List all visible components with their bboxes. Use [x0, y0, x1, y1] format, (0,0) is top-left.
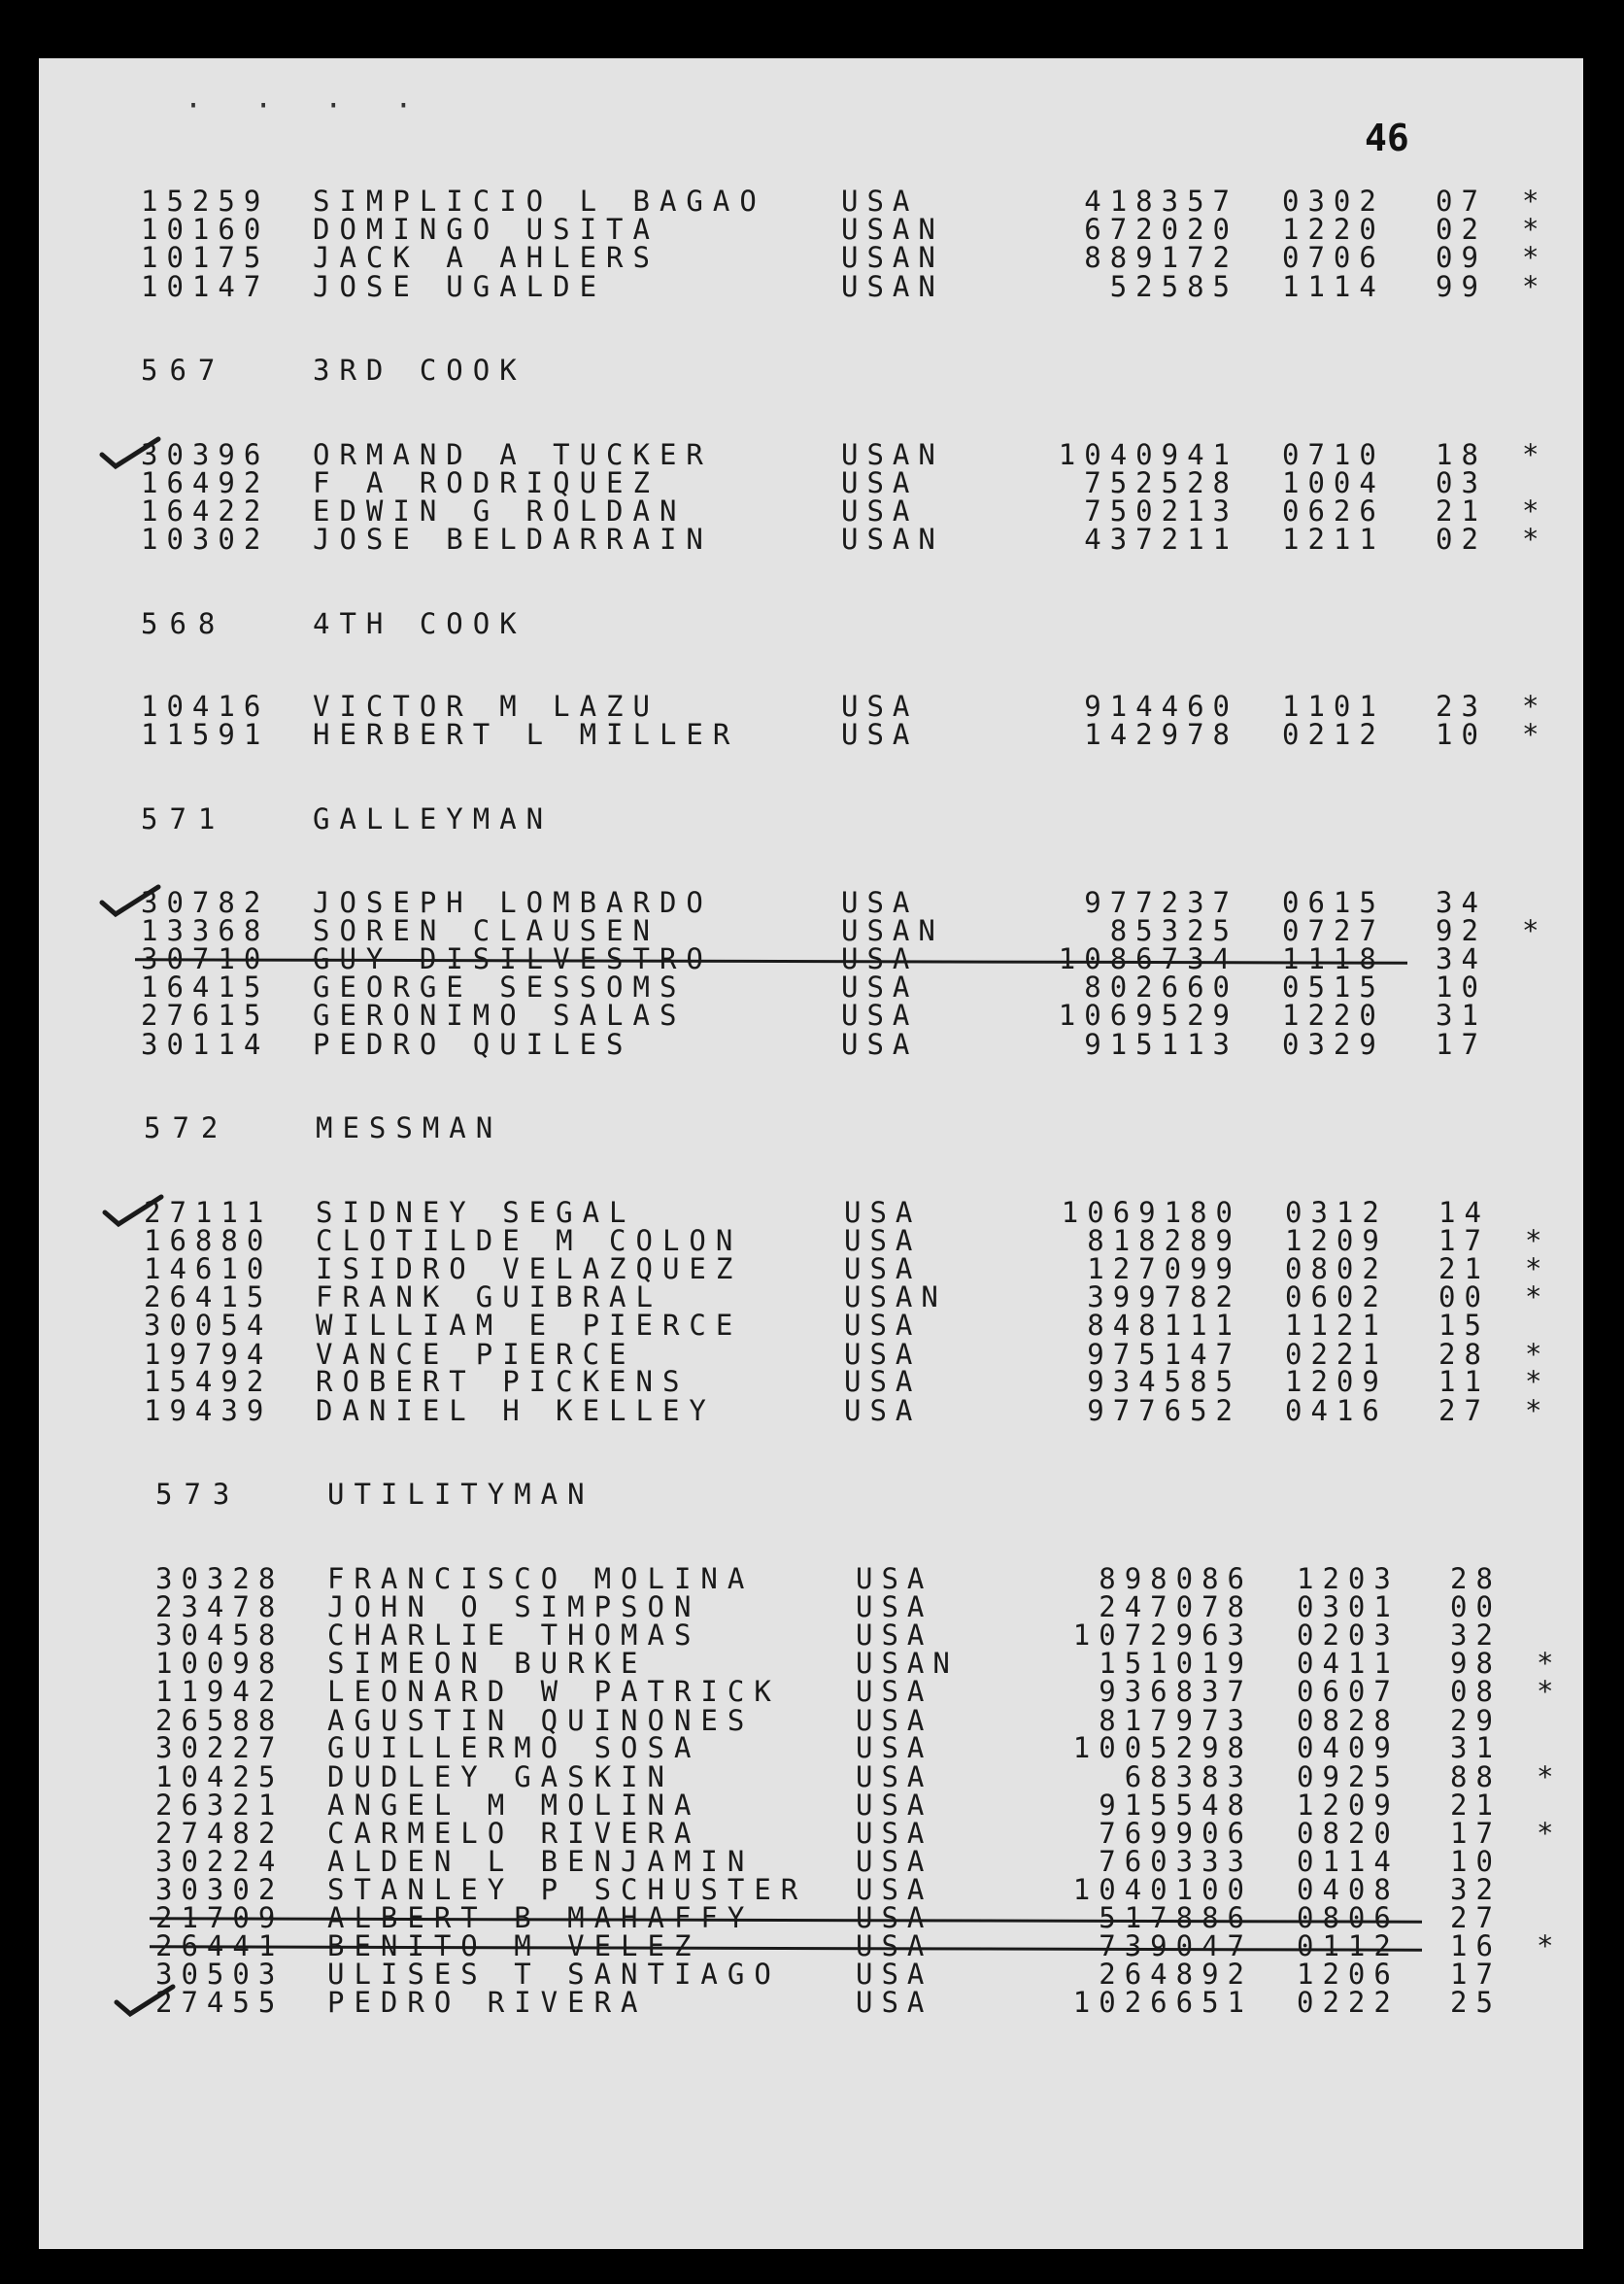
- nationality: USAN: [856, 1647, 959, 1680]
- crew-id: 16492: [141, 466, 270, 499]
- crew-name: ANGEL M MOLINA: [327, 1789, 701, 1822]
- document-number: 936837: [1099, 1675, 1253, 1708]
- nationality: USA: [844, 1309, 922, 1342]
- document-number: 915113: [1084, 1028, 1238, 1061]
- document-number: 1005298: [1072, 1731, 1253, 1764]
- crew-id: 30710: [141, 942, 270, 975]
- document-number: 769906: [1099, 1817, 1253, 1850]
- crew-id: 30054: [144, 1309, 273, 1342]
- asterisk-mark: *: [1537, 1760, 1563, 1793]
- status-code: 34: [1436, 942, 1487, 975]
- date-code: 1101: [1282, 690, 1385, 723]
- crew-id: 26441: [155, 1929, 285, 1962]
- document-number: 264892: [1099, 1958, 1253, 1991]
- crew-id: 30782: [141, 886, 270, 919]
- nationality: USA: [856, 1986, 933, 2019]
- nationality: USA: [856, 1731, 933, 1764]
- status-code: 15: [1438, 1309, 1490, 1342]
- crew-name: CARMELO RIVERA: [327, 1817, 701, 1850]
- section-title: UTILITYMAN: [327, 1478, 594, 1511]
- crew-id: 21709: [155, 1901, 285, 1934]
- status-code: 08: [1450, 1675, 1502, 1708]
- crew-name: JOSE BELDARRAIN: [313, 523, 713, 556]
- nationality: USA: [856, 1619, 933, 1652]
- date-code: 1114: [1282, 270, 1385, 303]
- status-code: 17: [1438, 1224, 1490, 1257]
- crew-id: 16422: [141, 494, 270, 528]
- crew-name: VICTOR M LAZU: [313, 690, 660, 723]
- nationality: USA: [856, 1760, 933, 1793]
- status-code: 92: [1436, 914, 1487, 947]
- crew-id: 30227: [155, 1731, 285, 1764]
- nationality: USA: [841, 971, 919, 1004]
- status-code: 98: [1450, 1647, 1502, 1680]
- crew-id: 30328: [155, 1562, 285, 1595]
- status-code: 27: [1438, 1394, 1490, 1427]
- crew-id: 26415: [144, 1280, 273, 1313]
- crew-name: ISIDRO VELAZQUEZ: [316, 1252, 743, 1285]
- nationality: USA: [844, 1394, 922, 1427]
- date-code: 0607: [1297, 1675, 1400, 1708]
- status-code: 11: [1438, 1365, 1490, 1398]
- document-number: 418357: [1084, 185, 1238, 218]
- document-number: 760333: [1099, 1845, 1253, 1878]
- crew-id: 27111: [144, 1196, 273, 1229]
- asterisk-mark: *: [1537, 1929, 1563, 1962]
- document-number: 68383: [1124, 1760, 1253, 1793]
- document-number: 752528: [1084, 466, 1238, 499]
- document-number: 52585: [1109, 270, 1238, 303]
- document-number: 739047: [1099, 1929, 1253, 1962]
- crew-id: 15492: [144, 1365, 273, 1398]
- crew-name: JOHN O SIMPSON: [327, 1590, 701, 1623]
- status-code: 99: [1436, 270, 1487, 303]
- document-number: 1040941: [1058, 438, 1238, 471]
- nationality: USAN: [841, 241, 944, 274]
- date-code: 0615: [1282, 886, 1385, 919]
- asterisk-mark: *: [1522, 690, 1548, 723]
- asterisk-mark: *: [1525, 1224, 1551, 1257]
- status-code: 17: [1450, 1817, 1502, 1850]
- date-code: 0302: [1282, 185, 1385, 218]
- date-code: 0806: [1297, 1901, 1400, 1934]
- date-code: 1203: [1297, 1562, 1400, 1595]
- nationality: USA: [856, 1704, 933, 1737]
- nationality: USAN: [841, 523, 944, 556]
- asterisk-mark: *: [1522, 185, 1548, 218]
- date-code: 0221: [1285, 1338, 1388, 1371]
- date-code: 0706: [1282, 241, 1385, 274]
- nationality: USA: [844, 1338, 922, 1371]
- document-number: 399782: [1087, 1280, 1241, 1313]
- nationality: USA: [844, 1224, 922, 1257]
- date-code: 0408: [1297, 1873, 1400, 1906]
- status-code: 10: [1436, 718, 1487, 751]
- nationality: USA: [844, 1252, 922, 1285]
- nationality: USAN: [841, 270, 944, 303]
- crew-id: 10416: [141, 690, 270, 723]
- nationality: USA: [856, 1901, 933, 1934]
- date-code: 1004: [1282, 466, 1385, 499]
- section-code: 568: [141, 607, 227, 640]
- status-code: 14: [1438, 1196, 1490, 1229]
- status-code: 25: [1450, 1986, 1502, 2019]
- date-code: 1209: [1297, 1789, 1400, 1822]
- crew-id: 30503: [155, 1958, 285, 1991]
- crew-id: 27455: [155, 1986, 285, 2019]
- date-code: 1209: [1285, 1224, 1388, 1257]
- asterisk-mark: *: [1525, 1365, 1551, 1398]
- document-number: 977237: [1084, 886, 1238, 919]
- date-code: 0329: [1282, 1028, 1385, 1061]
- date-code: 0301: [1297, 1590, 1400, 1623]
- crew-name: ROBERT PICKENS: [316, 1365, 690, 1398]
- date-code: 1206: [1297, 1958, 1400, 1991]
- section-title: 3RD COOK: [313, 354, 526, 387]
- document-number: 1040100: [1072, 1873, 1253, 1906]
- status-code: 31: [1436, 999, 1487, 1032]
- section-title: 4TH COOK: [313, 607, 526, 640]
- document-number: 817973: [1099, 1704, 1253, 1737]
- document-number: 1069529: [1058, 999, 1238, 1032]
- document-number: 750213: [1084, 494, 1238, 528]
- date-code: 1121: [1285, 1309, 1388, 1342]
- crew-name: SIMEON BURKE: [327, 1647, 648, 1680]
- document-number: 848111: [1087, 1309, 1241, 1342]
- crew-id: 30114: [141, 1028, 270, 1061]
- crew-name: WILLIAM E PIERCE: [316, 1309, 743, 1342]
- date-code: 0626: [1282, 494, 1385, 528]
- status-code: 09: [1436, 241, 1487, 274]
- date-code: 0602: [1285, 1280, 1388, 1313]
- crew-name: GEORGE SESSOMS: [313, 971, 687, 1004]
- status-code: 27: [1450, 1901, 1502, 1934]
- section-code: 567: [141, 354, 227, 387]
- nationality: USA: [841, 185, 919, 218]
- status-code: 29: [1450, 1704, 1502, 1737]
- crew-name: ORMAND A TUCKER: [313, 438, 713, 471]
- crew-name: F A RODRIQUEZ: [313, 466, 660, 499]
- status-code: 10: [1436, 971, 1487, 1004]
- status-code: 00: [1438, 1280, 1490, 1313]
- status-code: 02: [1436, 523, 1487, 556]
- crew-name: GUY DISILVESTRO: [313, 942, 713, 975]
- crew-id: 10098: [155, 1647, 285, 1680]
- document-number: 915548: [1099, 1789, 1253, 1822]
- nationality: USA: [856, 1845, 933, 1878]
- page-number: 46: [1365, 117, 1409, 159]
- nationality: USA: [841, 690, 919, 723]
- section-code: 573: [155, 1478, 242, 1511]
- status-code: 02: [1436, 213, 1487, 246]
- status-code: 32: [1450, 1873, 1502, 1906]
- date-code: 1211: [1282, 523, 1385, 556]
- status-code: 21: [1438, 1252, 1490, 1285]
- status-code: 21: [1436, 494, 1487, 528]
- date-code: 0411: [1297, 1647, 1400, 1680]
- crew-id: 11942: [155, 1675, 285, 1708]
- crew-id: 16415: [141, 971, 270, 1004]
- crew-name: PEDRO RIVERA: [327, 1986, 648, 2019]
- document-number: 517886: [1099, 1901, 1253, 1934]
- date-code: 0828: [1297, 1704, 1400, 1737]
- date-code: 0710: [1282, 438, 1385, 471]
- nationality: USA: [841, 466, 919, 499]
- nationality: USA: [856, 1929, 933, 1962]
- date-code: 1118: [1282, 942, 1385, 975]
- document-number: 898086: [1099, 1562, 1253, 1595]
- crew-id: 30458: [155, 1619, 285, 1652]
- section-code: 572: [144, 1111, 230, 1144]
- asterisk-mark: *: [1537, 1675, 1563, 1708]
- crew-name: FRANK GUIBRAL: [316, 1280, 662, 1313]
- asterisk-mark: *: [1522, 438, 1548, 471]
- status-code: 32: [1450, 1619, 1502, 1652]
- crew-name: GUILLERMO SOSA: [327, 1731, 701, 1764]
- date-code: 0416: [1285, 1394, 1388, 1427]
- status-code: 17: [1450, 1958, 1502, 1991]
- crew-name: CLOTILDE M COLON: [316, 1224, 743, 1257]
- nationality: USA: [841, 1028, 919, 1061]
- crew-id: 19794: [144, 1338, 273, 1371]
- crew-id: 10175: [141, 241, 270, 274]
- document-number: 818289: [1087, 1224, 1241, 1257]
- nationality: USA: [841, 942, 919, 975]
- nationality: USA: [856, 1675, 933, 1708]
- nationality: USA: [856, 1958, 933, 1991]
- status-code: 03: [1436, 466, 1487, 499]
- crew-id: 16880: [144, 1224, 273, 1257]
- document-number: 1069180: [1061, 1196, 1241, 1229]
- document-number: 914460: [1084, 690, 1238, 723]
- nationality: USA: [856, 1873, 933, 1906]
- crew-id: 15259: [141, 185, 270, 218]
- document-number: 127099: [1087, 1252, 1241, 1285]
- crew-id: 30302: [155, 1873, 285, 1906]
- crew-name: SIMPLICIO L BAGAO: [313, 185, 766, 218]
- date-code: 1220: [1282, 213, 1385, 246]
- crew-name: JACK A AHLERS: [313, 241, 660, 274]
- status-code: 28: [1450, 1562, 1502, 1595]
- document-number: 975147: [1087, 1338, 1241, 1371]
- nationality: USA: [856, 1562, 933, 1595]
- status-code: 28: [1438, 1338, 1490, 1371]
- document-number: 977652: [1087, 1394, 1241, 1427]
- document-number: 247078: [1099, 1590, 1253, 1623]
- asterisk-mark: *: [1525, 1252, 1551, 1285]
- date-code: 0312: [1285, 1196, 1388, 1229]
- asterisk-mark: *: [1522, 914, 1548, 947]
- crew-name: STANLEY P SCHUSTER: [327, 1873, 808, 1906]
- asterisk-mark: *: [1537, 1817, 1563, 1850]
- crew-name: ALDEN L BENJAMIN: [327, 1845, 755, 1878]
- date-code: 0515: [1282, 971, 1385, 1004]
- nationality: USA: [856, 1817, 933, 1850]
- nationality: USAN: [841, 213, 944, 246]
- crew-id: 10160: [141, 213, 270, 246]
- date-code: 0114: [1297, 1845, 1400, 1878]
- date-code: 0925: [1297, 1760, 1400, 1793]
- crew-name: BENITO M VELEZ: [327, 1929, 701, 1962]
- asterisk-mark: *: [1522, 718, 1548, 751]
- date-code: 1220: [1282, 999, 1385, 1032]
- document-number: 437211: [1084, 523, 1238, 556]
- crew-name: EDWIN G ROLDAN: [313, 494, 687, 528]
- crew-name: SIDNEY SEGAL: [316, 1196, 636, 1229]
- status-code: 16: [1450, 1929, 1502, 1962]
- crew-id: 30396: [141, 438, 270, 471]
- status-code: 23: [1436, 690, 1487, 723]
- status-code: 18: [1436, 438, 1487, 471]
- nationality: USA: [841, 718, 919, 751]
- document-number: 672020: [1084, 213, 1238, 246]
- status-code: 21: [1450, 1789, 1502, 1822]
- asterisk-mark: *: [1522, 523, 1548, 556]
- date-code: 0409: [1297, 1731, 1400, 1764]
- nationality: USA: [856, 1590, 933, 1623]
- crew-name: ULISES T SANTIAGO: [327, 1958, 781, 1991]
- status-code: 07: [1436, 185, 1487, 218]
- crew-name: JOSEPH LOMBARDO: [313, 886, 713, 919]
- section-code: 571: [141, 802, 227, 835]
- date-code: 0112: [1297, 1929, 1400, 1962]
- section-title: GALLEYMAN: [313, 802, 554, 835]
- document-number: 934585: [1087, 1365, 1241, 1398]
- asterisk-mark: *: [1522, 213, 1548, 246]
- section-title: MESSMAN: [316, 1111, 503, 1144]
- document-number: 802660: [1084, 971, 1238, 1004]
- document-number: 151019: [1099, 1647, 1253, 1680]
- document-number: 1072963: [1072, 1619, 1253, 1652]
- status-code: 88: [1450, 1760, 1502, 1793]
- crew-name: DOMINGO USITA: [313, 213, 660, 246]
- crew-id: 11591: [141, 718, 270, 751]
- crew-id: 13368: [141, 914, 270, 947]
- crew-id: 30224: [155, 1845, 285, 1878]
- crew-name: VANCE PIERCE: [316, 1338, 636, 1371]
- date-code: 0212: [1282, 718, 1385, 751]
- nationality: USA: [844, 1365, 922, 1398]
- asterisk-mark: *: [1522, 494, 1548, 528]
- crew-name: ALBERT B MAHAFFY: [327, 1901, 755, 1934]
- nationality: USA: [856, 1789, 933, 1822]
- crew-name: SOREN CLAUSEN: [313, 914, 660, 947]
- date-code: 0820: [1297, 1817, 1400, 1850]
- nationality: USAN: [841, 438, 944, 471]
- crew-id: 19439: [144, 1394, 273, 1427]
- crew-id: 27482: [155, 1817, 285, 1850]
- document-number: 85325: [1109, 914, 1238, 947]
- asterisk-mark: *: [1537, 1647, 1563, 1680]
- crew-id: 10147: [141, 270, 270, 303]
- status-code: 10: [1450, 1845, 1502, 1878]
- document-number: 889172: [1084, 241, 1238, 274]
- crew-name: DUDLEY GASKIN: [327, 1760, 674, 1793]
- document-number: 1086734: [1058, 942, 1238, 975]
- status-code: 34: [1436, 886, 1487, 919]
- asterisk-mark: *: [1525, 1394, 1551, 1427]
- nationality: USAN: [841, 914, 944, 947]
- crew-name: DANIEL H KELLEY: [316, 1394, 716, 1427]
- date-code: 0802: [1285, 1252, 1388, 1285]
- document-number: 1026651: [1072, 1986, 1253, 2019]
- status-code: 17: [1436, 1028, 1487, 1061]
- crew-name: CHARLIE THOMAS: [327, 1619, 701, 1652]
- crew-id: 27615: [141, 999, 270, 1032]
- crew-id: 10425: [155, 1760, 285, 1793]
- status-code: 00: [1450, 1590, 1502, 1623]
- nationality: USAN: [844, 1280, 947, 1313]
- crew-name: FRANCISCO MOLINA: [327, 1562, 755, 1595]
- crew-name: HERBERT L MILLER: [313, 718, 740, 751]
- asterisk-mark: *: [1525, 1280, 1551, 1313]
- crew-name: GERONIMO SALAS: [313, 999, 687, 1032]
- nationality: USA: [844, 1196, 922, 1229]
- date-code: 0222: [1297, 1986, 1400, 2019]
- crew-id: 26321: [155, 1789, 285, 1822]
- nationality: USA: [841, 494, 919, 528]
- decorative-dots: · · · ·: [185, 89, 430, 123]
- asterisk-mark: *: [1525, 1338, 1551, 1371]
- document-number: 142978: [1084, 718, 1238, 751]
- asterisk-mark: *: [1522, 270, 1548, 303]
- asterisk-mark: *: [1522, 241, 1548, 274]
- crew-id: 26588: [155, 1704, 285, 1737]
- crew-id: 23478: [155, 1590, 285, 1623]
- status-code: 31: [1450, 1731, 1502, 1764]
- date-code: 0727: [1282, 914, 1385, 947]
- crew-name: LEONARD W PATRICK: [327, 1675, 781, 1708]
- crew-name: AGUSTIN QUINONES: [327, 1704, 755, 1737]
- nationality: USA: [841, 886, 919, 919]
- nationality: USA: [841, 999, 919, 1032]
- crew-name: PEDRO QUILES: [313, 1028, 633, 1061]
- crew-id: 10302: [141, 523, 270, 556]
- crew-name: JOSE UGALDE: [313, 270, 607, 303]
- crew-id: 14610: [144, 1252, 273, 1285]
- date-code: 1209: [1285, 1365, 1388, 1398]
- date-code: 0203: [1297, 1619, 1400, 1652]
